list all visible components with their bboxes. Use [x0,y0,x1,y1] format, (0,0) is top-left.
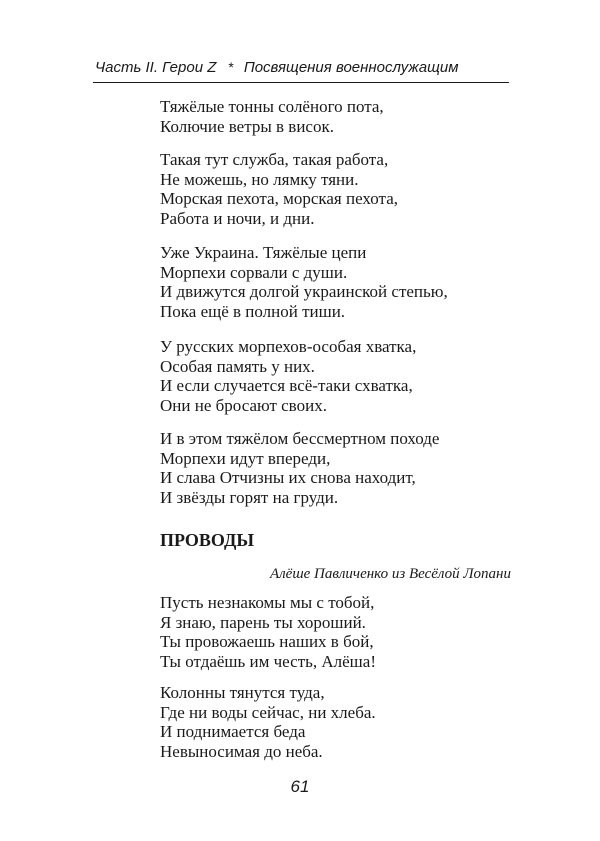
poem-line: Пока ещё в полной тиши. [160,301,346,321]
poem-line: Ты отдаёшь им честь, Алёша! [160,651,376,671]
poem1-stanza-1 [160,97,520,136]
header-chapter-title: Посвящения военнослужащим [243,59,459,76]
poem-line: И слава Отчизны их снова находит, [160,468,416,487]
poem-line: Такая тут служба, такая работа, [160,150,389,169]
poem1-stanza-3 [160,243,520,321]
poem2-stanza-1 [160,593,520,671]
poem-dedication: Алёше Павличенко из Весёлой Лопани [269,566,511,582]
poem-line: И звёзды горят на груди. [160,487,339,507]
poem-line: Пусть незнакомы мы с тобой, [160,593,375,612]
poem-line: У русских морпехов-особая хватка, [160,337,417,356]
poem-line: Где ни воды сейчас, ни хлеба. [160,702,376,722]
header-section-title: Часть II. Герои Z [95,59,217,76]
poem-line: Тяжёлые тонны солёного пота, [160,97,384,116]
poem-line: Морпехи сорвали с души. [160,262,348,282]
poem-line: Ты провожаешь наших в бой, [160,632,374,651]
poem-line: Я знаю, парень ты хороший. [160,612,366,632]
poem-line: И движутся долгой украинской степью, [160,282,448,301]
poem-line: Они не бросают своих. [160,395,327,415]
poem-line: Морпехи идут впереди, [160,448,331,468]
poem-line: И в этом тяжёлом бессмертном походе [160,429,440,448]
running-header [95,57,510,78]
poem-line: Особая память у них. [160,356,315,376]
poem-line: Не можешь, но лямку тяни. [160,169,359,189]
header-rule [93,82,509,83]
poem-line: Невыносимая до неба. [160,741,323,761]
poem-line: И если случается всё-таки схватка, [160,376,413,395]
poem-line: Морская пехота, морская пехота, [160,189,398,208]
poem1-stanza-2 [160,150,520,228]
poem-line: Работа и ночи, и дни. [160,208,315,228]
poem-line: Колючие ветры в висок. [160,116,334,136]
poem2-stanza-2 [160,683,520,761]
poem-line: Колонны тянутся туда, [160,683,325,702]
poem-title: ПРОВОДЫ [160,530,255,550]
poem-line: И поднимается беда [160,722,306,741]
poem1-stanza-4 [160,337,520,415]
poem-line: Уже Украина. Тяжёлые цепи [160,243,367,262]
page-number: 61 [290,777,310,796]
header-separator-star: * [228,59,234,75]
poem1-stanza-5 [160,429,520,507]
